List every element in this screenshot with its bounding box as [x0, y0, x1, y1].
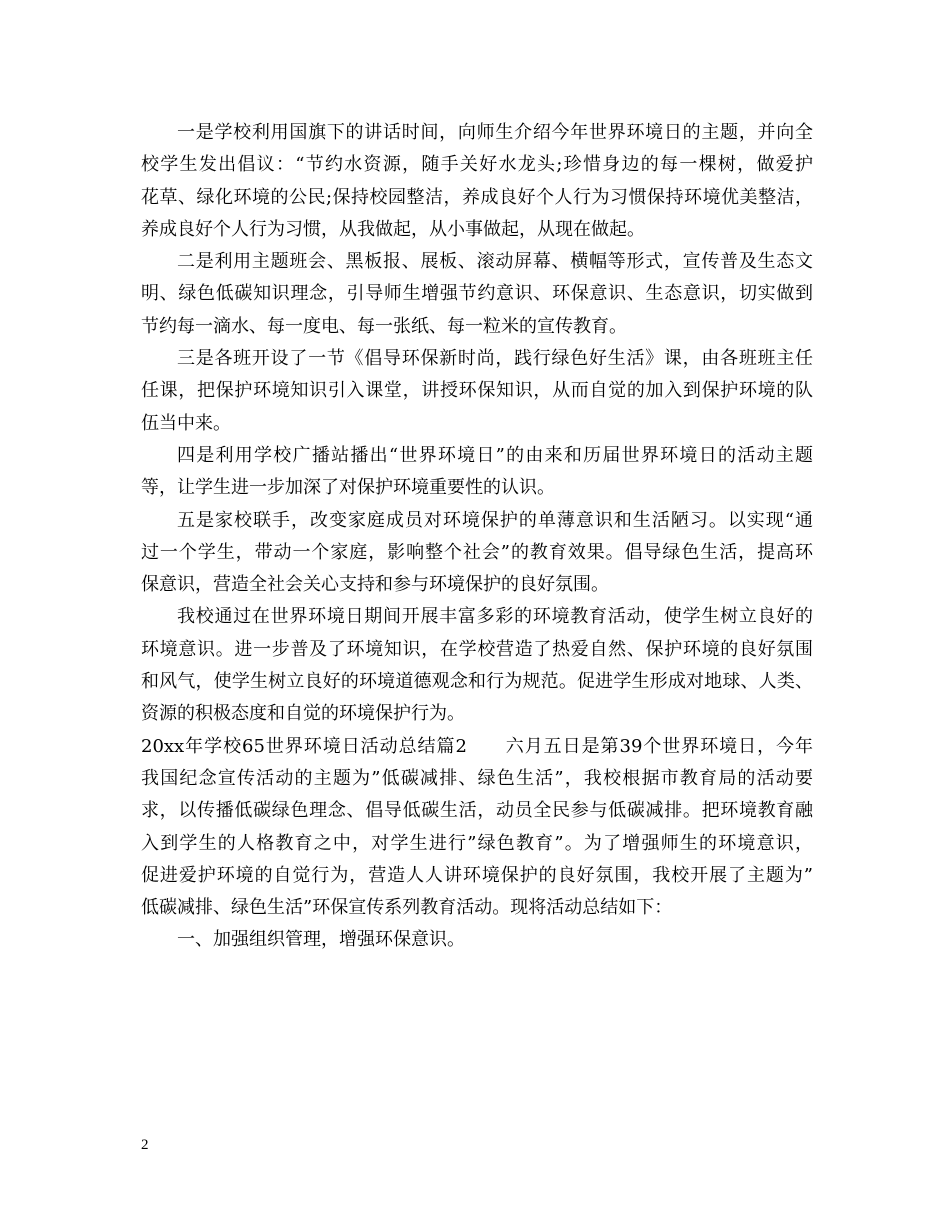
paragraph-line: 我校通过在世界环境日期间开展丰富多彩的环境教育活动，使学生树立良好的	[177, 606, 813, 628]
paragraph-line: 校学生发出倡议：“节约水资源，随手关好水龙头;珍惜身边的每一棵树，做爱护	[141, 154, 813, 176]
paragraph-line: 节约每一滴水、每一度电、每一张纸、每一粒米的宣传教育。	[141, 315, 627, 337]
subheading-line: 一、加强组织管理，增强环保意识。	[177, 929, 465, 951]
paragraph-line: 明、绿色低碳知识理念，引导师生增强节约意识、环保意识、生态意识，切实做到	[141, 283, 813, 305]
paragraph-line: 环境意识。进一步普及了环境知识，在学校营造了热爱自然、保护环境的良好氛围	[141, 638, 813, 660]
paragraph-line: 保意识，营造全社会关心支持和参与环境保护的良好氛围。	[141, 574, 609, 596]
paragraph-line: 等，让学生进一步加深了对保护环境重要性的认识。	[141, 477, 555, 499]
paragraph-line: 养成良好个人行为习惯，从我做起，从小事做起，从现在做起。	[141, 218, 645, 240]
paragraph-line: 入到学生的人格教育之中，对学生进行”绿色教育”。为了增强师生的环境意识，	[141, 832, 813, 854]
paragraph-line: 一是学校利用国旗下的讲话时间，向师生介绍今年世界环境日的主题，并向全	[177, 122, 813, 143]
paragraph-line: 促进爱护环境的自觉行为，营造人人讲环境保护的良好氛围，我校开展了主题为”	[141, 864, 813, 886]
document-body	[141, 117, 813, 957]
paragraph-line: 求，以传播低碳绿色理念、倡导低碳生活，动员全民参与低碳减排。把环境教育融	[141, 800, 813, 822]
paragraph-line: 过一个学生，带动一个家庭，影响整个社会”的教育效果。倡导绿色生活，提高环	[141, 541, 813, 563]
paragraph-line: 四是利用学校广播站播出“世界环境日”的由来和历届世界环境日的活动主题	[177, 444, 813, 466]
section-heading-line: 20xx年学校65世界环境日活动总结篇2 六月五日是第39个世界环境日，今年	[141, 735, 813, 757]
paragraph-line: 和风气，使学生树立良好的环境道德观念和行为规范。促进学生形成对地球、人类、	[141, 671, 813, 693]
paragraph-line: 五是家校联手，改变家庭成员对环境保护的单薄意识和生活陋习。以实现“通	[177, 509, 813, 531]
paragraph-line: 伍当中来。	[141, 412, 231, 434]
paragraph-line: 花草、绿化环境的公民;保持校园整洁，养成良好个人行为习惯保持环境优美整洁，	[141, 186, 813, 208]
paragraph-line: 资源的积极态度和自觉的环境保护行为。	[141, 703, 465, 725]
paragraph-line: 我国纪念宣传活动的主题为”低碳减排、绿色生活”，我校根据市教育局的活动要	[141, 767, 813, 789]
paragraph-line: 三是各班开设了一节《倡导环保新时尚，践行绿色好生活》课，由各班班主任	[177, 348, 813, 370]
paragraph-line: 二是利用主题班会、黑板报、展板、滚动屏幕、横幅等形式，宣传普及生态文	[177, 251, 813, 273]
paragraph-line: 任课，把保护环境知识引入课堂，讲授环保知识，从而自觉的加入到保护环境的队	[141, 380, 813, 402]
page-number: 2	[141, 1137, 149, 1153]
paragraph-line: 低碳减排、绿色生活”环保宣传系列教育活动。现将活动总结如下：	[141, 897, 673, 919]
